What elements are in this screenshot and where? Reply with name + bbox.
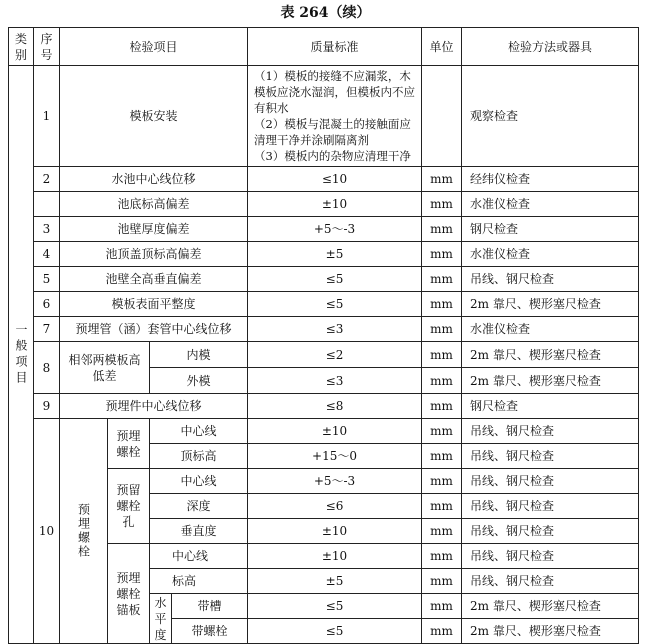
unit-cell: mm bbox=[422, 444, 462, 469]
seq-cell: 7 bbox=[34, 317, 60, 342]
standard-cell bbox=[248, 66, 422, 167]
table-row-r5 bbox=[9, 267, 639, 292]
unit-cell: mm bbox=[422, 317, 462, 342]
method-cell: 吊线、钢尺检查 bbox=[462, 419, 639, 444]
subgroup-cell: 预埋螺栓 bbox=[108, 419, 150, 469]
header-unit: 单位 bbox=[422, 28, 462, 66]
standard-cell: ±5 bbox=[248, 569, 422, 594]
method-cell: 2m 靠尺、楔形塞尺检查 bbox=[462, 292, 639, 317]
seq-cell: 1 bbox=[34, 66, 60, 167]
group-cell: 预埋螺栓 bbox=[60, 419, 108, 644]
standard-cell: ≤8 bbox=[248, 394, 422, 419]
standard-cell: ≤6 bbox=[248, 494, 422, 519]
unit-cell: mm bbox=[422, 167, 462, 192]
method-cell: 吊线、钢尺检查 bbox=[462, 494, 639, 519]
method-cell: 水准仪检查 bbox=[462, 192, 639, 217]
method-cell: 2m 靠尺、楔形塞尺检查 bbox=[462, 619, 639, 644]
method-cell: 水准仪检查 bbox=[462, 317, 639, 342]
unit-cell: mm bbox=[422, 242, 462, 267]
group-cell: 相邻两模板高低差 bbox=[60, 342, 150, 394]
method-cell: 观察检查 bbox=[462, 66, 639, 167]
method-cell: 2m 靠尺、楔形塞尺检查 bbox=[462, 342, 639, 368]
standard-cell: ≤5 bbox=[248, 292, 422, 317]
standard-cell: +5～-3 bbox=[248, 469, 422, 494]
method-cell: 钢尺检查 bbox=[462, 394, 639, 419]
standard-cell: ≤2 bbox=[248, 342, 422, 368]
unit-cell: mm bbox=[422, 494, 462, 519]
item-cell: 水池中心线位移 bbox=[60, 167, 248, 192]
item-cell: 模板表面平整度 bbox=[60, 292, 248, 317]
standard-line: （3）模板内的杂物应清理干净 bbox=[254, 149, 411, 163]
subgroup-cell: 水平度 bbox=[150, 594, 172, 644]
method-cell: 经纬仪检查 bbox=[462, 167, 639, 192]
standard-cell: +5～-3 bbox=[248, 217, 422, 242]
standard-cell: ±10 bbox=[248, 192, 422, 217]
standard-cell: ≤3 bbox=[248, 368, 422, 394]
unit-cell bbox=[422, 66, 462, 167]
table-row-10-g1a bbox=[9, 419, 639, 444]
header-row bbox=[9, 28, 639, 66]
method-cell: 2m 靠尺、楔形塞尺检查 bbox=[462, 594, 639, 619]
seq-cell: 6 bbox=[34, 292, 60, 317]
seq-cell: 9 bbox=[34, 394, 60, 419]
standard-cell: ≤3 bbox=[248, 317, 422, 342]
table-row-r2b bbox=[9, 192, 639, 217]
item-cell: 中心线 bbox=[150, 469, 248, 494]
item-cell: 带槽 bbox=[172, 594, 248, 619]
item-cell: 垂直度 bbox=[150, 519, 248, 544]
item-cell: 中心线 bbox=[150, 419, 248, 444]
item-cell: 外模 bbox=[150, 368, 248, 394]
unit-cell: mm bbox=[422, 519, 462, 544]
method-cell: 吊线、钢尺检查 bbox=[462, 469, 639, 494]
unit-cell: mm bbox=[422, 192, 462, 217]
standard-cell: ≤5 bbox=[248, 619, 422, 644]
seq-cell: 8 bbox=[34, 342, 60, 394]
header-category: 类别 bbox=[9, 28, 34, 66]
standard-cell: ≤5 bbox=[248, 267, 422, 292]
method-cell: 吊线、钢尺检查 bbox=[462, 519, 639, 544]
inspection-table bbox=[8, 27, 639, 644]
item-cell: 标高 bbox=[150, 569, 248, 594]
unit-cell: mm bbox=[422, 594, 462, 619]
item-cell: 内模 bbox=[150, 342, 248, 368]
table-row-9 bbox=[9, 394, 639, 419]
unit-cell: mm bbox=[422, 342, 462, 368]
method-cell: 吊线、钢尺检查 bbox=[462, 544, 639, 569]
subgroup-cell: 预埋螺栓锚板 bbox=[108, 544, 150, 644]
seq-cell: 2 bbox=[34, 167, 60, 192]
standard-cell: ±10 bbox=[248, 519, 422, 544]
standard-cell: ≤10 bbox=[248, 167, 422, 192]
unit-cell: mm bbox=[422, 217, 462, 242]
method-cell: 吊线、钢尺检查 bbox=[462, 444, 639, 469]
category-cell: 一般项目 bbox=[9, 66, 34, 644]
unit-cell: mm bbox=[422, 419, 462, 444]
method-cell: 水准仪检查 bbox=[462, 242, 639, 267]
standard-cell: ±10 bbox=[248, 419, 422, 444]
standard-cell: ≤5 bbox=[248, 594, 422, 619]
unit-cell: mm bbox=[422, 569, 462, 594]
item-cell: 顶标高 bbox=[150, 444, 248, 469]
table-caption: 表 264（续） bbox=[280, 5, 371, 21]
table-row-r4 bbox=[9, 242, 639, 267]
item-cell: 中心线 bbox=[150, 544, 248, 569]
subgroup-cell: 预留螺栓孔 bbox=[108, 469, 150, 544]
unit-cell: mm bbox=[422, 544, 462, 569]
unit-cell: mm bbox=[422, 619, 462, 644]
standard-line: （1）模板的接缝不应漏浆，木模板应浇水湿润，但模板内不应有积水 bbox=[254, 69, 416, 115]
standard-cell: +15～0 bbox=[248, 444, 422, 469]
item-cell: 模板安装 bbox=[60, 66, 248, 167]
item-cell: 池顶盖顶标高偏差 bbox=[60, 242, 248, 267]
seq-cell: 3 bbox=[34, 217, 60, 242]
header-item: 检验项目 bbox=[60, 28, 248, 66]
item-cell: 预埋件中心线位移 bbox=[60, 394, 248, 419]
table-row-1 bbox=[9, 66, 639, 167]
header-method: 检验方法或器具 bbox=[462, 28, 639, 66]
unit-cell: mm bbox=[422, 292, 462, 317]
header-standard: 质量标准 bbox=[248, 28, 422, 66]
method-cell: 吊线、钢尺检查 bbox=[462, 569, 639, 594]
item-cell: 池壁全高垂直偏差 bbox=[60, 267, 248, 292]
standard-line: （2）模板与混凝土的接触面应清理干净并涂刷隔离剂 bbox=[254, 117, 411, 147]
item-cell: 池壁厚度偏差 bbox=[60, 217, 248, 242]
seq-cell: 5 bbox=[34, 267, 60, 292]
unit-cell: mm bbox=[422, 394, 462, 419]
item-cell: 池底标高偏差 bbox=[60, 192, 248, 217]
standard-cell: ±10 bbox=[248, 544, 422, 569]
table-row-r2 bbox=[9, 167, 639, 192]
method-cell: 吊线、钢尺检查 bbox=[462, 267, 639, 292]
seq-cell: 10 bbox=[34, 419, 60, 644]
method-cell: 2m 靠尺、楔形塞尺检查 bbox=[462, 368, 639, 394]
table-row-8a bbox=[9, 342, 639, 368]
item-cell: 深度 bbox=[150, 494, 248, 519]
unit-cell: mm bbox=[422, 267, 462, 292]
item-cell: 预埋管（涵）套管中心线位移 bbox=[60, 317, 248, 342]
method-cell: 钢尺检查 bbox=[462, 217, 639, 242]
table-row-r3 bbox=[9, 217, 639, 242]
table-row-r7 bbox=[9, 317, 639, 342]
unit-cell: mm bbox=[422, 368, 462, 394]
seq-cell: 4 bbox=[34, 242, 60, 267]
standard-cell: ±5 bbox=[248, 242, 422, 267]
unit-cell: mm bbox=[422, 469, 462, 494]
table-row-r6 bbox=[9, 292, 639, 317]
seq-cell bbox=[34, 192, 60, 217]
header-seq: 序号 bbox=[34, 28, 60, 66]
item-cell: 带螺栓 bbox=[172, 619, 248, 644]
